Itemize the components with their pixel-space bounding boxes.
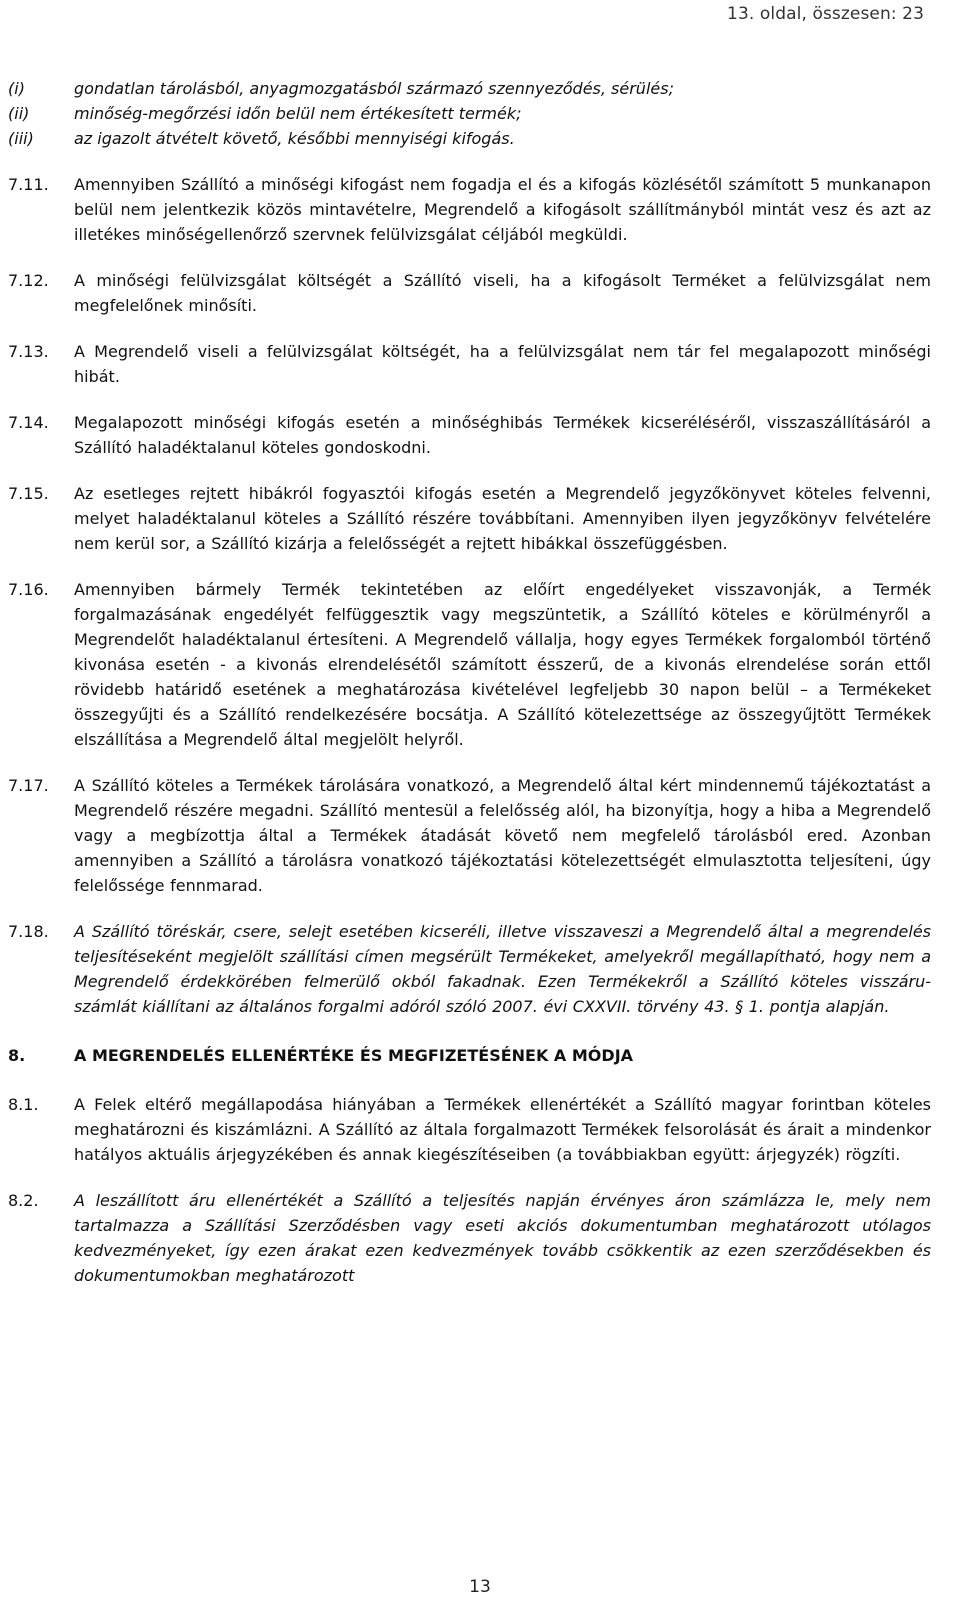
section-8-2: [8, 1188, 931, 1288]
section-number: 7.17.: [8, 776, 49, 795]
section-text: Megalapozott minőségi kifogás esetén a minőséghibás Termékek kicseréléséről, visszaszállításáról a Szállító haladéktalanul köteles gondoskodni.: [74, 413, 931, 457]
list-item-text: az igazolt átvételt követő, későbbi mennyiségi kifogás.: [74, 129, 515, 148]
section-number: 8.1.: [8, 1095, 39, 1114]
page-counter: 13. oldal, összesen: 23: [727, 4, 924, 24]
section-number: 7.13.: [8, 342, 49, 361]
section-number: 7.11.: [8, 175, 49, 194]
section-text: A minőségi felülvizsgálat költségét a Szállító viseli, ha a kifogásolt Terméket a felülvizsgálat nem megfelelőnek minősíti.: [74, 271, 931, 315]
list-item-text: gondatlan tárolásból, anyagmozgatásból származó szennyeződés, sérülés;: [74, 79, 674, 98]
section-7-18: [8, 919, 931, 1019]
list-item-text: minőség-megőrzési időn belül nem értékesített termék;: [74, 104, 522, 123]
page-number: 13: [469, 1577, 491, 1597]
list-item: [8, 126, 931, 151]
chapter-number: 8.: [8, 1046, 26, 1065]
section-7-12: [8, 268, 931, 318]
section-text: Az esetleges rejtett hibákról fogyasztói kifogás esetén a Megrendelő jegyzőkönyvet köteles felvenni, melyet haladéktalanul köteles a Szállító részére továbbítani. Amennyiben ilyen jegyzőkönyv felvételére nem kerül sor, a Szállító kizárja a felelősségét a rejtett hibákkal összefüggésben.: [74, 484, 931, 553]
section-7-13: [8, 339, 931, 389]
section-7-16: [8, 577, 931, 752]
section-number: 7.16.: [8, 580, 49, 599]
chapter-heading: [8, 1043, 931, 1068]
section-text: A Szállító töréskár, csere, selejt esetében kicseréli, illetve visszaveszi a Megrendelő által a megrendelés teljesítéseként megjelölt szállítási címen megsérült Termékeket, amelyekről megállapítható, hogy nem a Megrendelő érdekkörében felmerülő okból fakadnak. Ezen Termékekről a Szállító köteles visszáru-számlát kiállítani az általános forgalmi adóról szóló 2007. évi CXXVII. törvény 43. § 1. pontja alapján.: [74, 922, 931, 1016]
chapter-title: A MEGRENDELÉS ELLENÉRTÉKE ÉS MEGFIZETÉSÉNEK A MÓDJA: [74, 1046, 634, 1065]
roman-numbered-list: [8, 76, 931, 151]
section-7-14: [8, 410, 931, 460]
section-text: A Megrendelő viseli a felülvizsgálat költségét, ha a felülvizsgálat nem tár fel megalapozott minőségi hibát.: [74, 342, 931, 386]
section-7-11: [8, 172, 931, 247]
section-number: 7.12.: [8, 271, 49, 290]
section-text: Amennyiben Szállító a minőségi kifogást nem fogadja el és a kifogás közlésétől számított 5 munkanapon belül nem jelentkezik közös mintavételre, Megrendelő a kifogásolt szállítmányból mintát vesz és azt az illetékes minőségellenőrző szervnek felülvizsgálat céljából megküldi.: [74, 175, 931, 244]
section-number: 7.14.: [8, 413, 49, 432]
section-number: 8.2.: [8, 1191, 39, 1210]
list-item: [8, 101, 931, 126]
section-7-15: [8, 481, 931, 556]
section-8-1: [8, 1092, 931, 1167]
section-text: A leszállított áru ellenértékét a Szállító a teljesítés napján érvényes áron számlázza le, mely nem tartalmazza a Szállítási Szerződésben vagy eseti akciós dokumentumban meghatározott utólagos kedvezményeket, így ezen árakat ezen kedvezmények tovább csökkentik az ezen szerződésekben és dokumentumokban meghatározott: [74, 1191, 931, 1285]
list-marker: (i): [8, 79, 25, 98]
section-number: 7.18.: [8, 922, 49, 941]
section-number: 7.15.: [8, 484, 49, 503]
section-text: Amennyiben bármely Termék tekintetében az előírt engedélyeket visszavonják, a Termék forgalmazásának engedélyét felfüggesztik vagy megszüntetik, a Szállító köteles e körülményről a Megrendelőt haladéktalanul értesíteni. A Megrendelő vállalja, hogy egyes Termékek forgalomból történő kivonása esetén - a kivonás elrendelésétől számított ésszerű, de a kivonás elrendelése során ettől rövidebb határidő esetének a meghatározása kivételével legfeljebb 30 napon belül – a Termékeket összegyűjti és a Szállító rendelkezésére bocsátja. A Szállító kötelezettsége az összegyűjtött Termékek elszállítása a Megrendelő által megjelölt helyről.: [74, 580, 931, 749]
document-body: [8, 172, 931, 1309]
list-item: [8, 76, 931, 101]
section-7-17: [8, 773, 931, 898]
list-marker: (ii): [8, 104, 30, 123]
list-marker: (iii): [8, 129, 34, 148]
section-text: A Felek eltérő megállapodása hiányában a Termékek ellenértékét a Szállító magyar forintban köteles meghatározni és kiszámlázni. A Szállító az általa forgalmazott Termékek felsorolását és árait a mindenkor hatályos aktuális árjegyzékében és annak kiegészítéseiben (a továbbiakban együtt: árjegyzék) rögzíti.: [74, 1095, 931, 1164]
section-text: A Szállító köteles a Termékek tárolására vonatkozó, a Megrendelő által kért mindennemű tájékoztatást a Megrendelő részére megadni. Szállító mentesül a felelősség alól, ha bizonyítja, hogy a hiba a Megrendelő vagy a megbízottja által a Termékek átadását követő nem megfelelő tárolásból ered. Azonban amennyiben a Szállító a tárolásra vonatkozó tájékoztatási kötelezettségét elmulasztotta teljesíteni, úgy felelőssége fennmarad.: [74, 776, 931, 895]
